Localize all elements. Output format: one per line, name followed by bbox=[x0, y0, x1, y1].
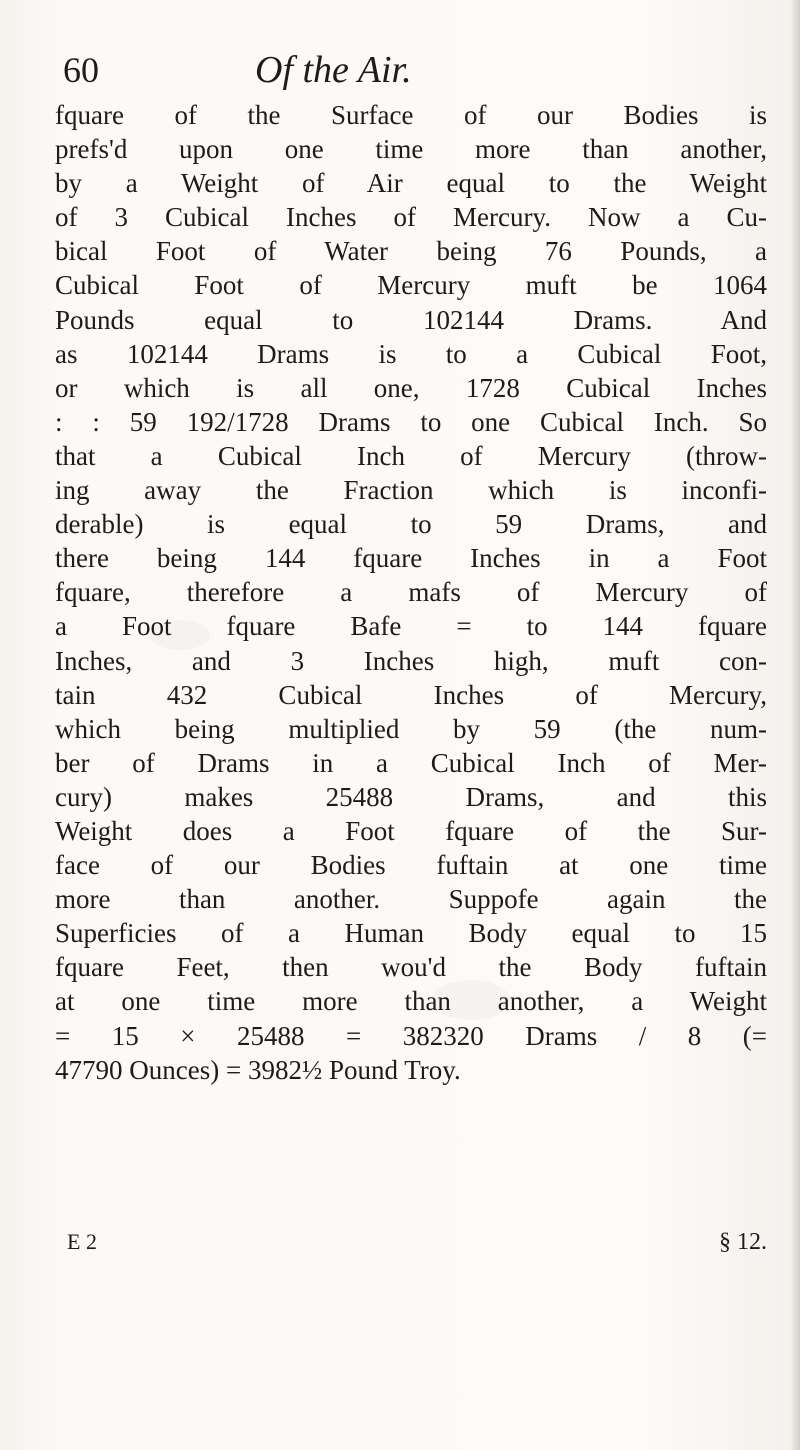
text-line: of 3 Cubical Inches of Mercury. Now a Cu- bbox=[55, 202, 767, 233]
page-footer bbox=[55, 1222, 767, 1262]
text-line: bical Foot of Water being 76 Pounds, a bbox=[55, 236, 767, 267]
text-line: a Foot fquare Bafe = to 144 fquare bbox=[55, 611, 767, 642]
text-line: or which is all one, 1728 Cubical Inches bbox=[55, 372, 767, 403]
page-header bbox=[45, 40, 765, 100]
text-line: Weight does a Foot fquare of the Sur- bbox=[55, 815, 767, 846]
text-line: prefs'd upon one time more than another, bbox=[55, 134, 767, 165]
text-line: fquare, therefore a mafs of Mercury of bbox=[55, 577, 767, 608]
text-line: Superficies of a Human Body equal to 15 bbox=[55, 918, 767, 949]
text-line: Inches, and 3 Inches high, muft con- bbox=[55, 645, 767, 676]
page-number: 60 bbox=[63, 50, 99, 90]
text-line: cury) makes 25488 Drams, and this bbox=[55, 781, 767, 812]
text-line: fquare Feet, then wou'd the Body fuftain bbox=[55, 952, 767, 983]
text-line: which being multiplied by 59 (the num- bbox=[55, 713, 767, 744]
text-line: tain 432 Cubical Inches of Mercury, bbox=[55, 679, 767, 710]
text-line: derable) is equal to 59 Drams, and bbox=[55, 509, 767, 540]
text-line: face of our Bodies fuftain at one time bbox=[55, 850, 767, 881]
text-line: fquare of the Surface of our Bodies is bbox=[55, 100, 767, 130]
page-edge-shadow bbox=[790, 0, 800, 1450]
text-line: Cubical Foot of Mercury muft be 1064 bbox=[55, 270, 767, 301]
text-line: that a Cubical Inch of Mercury (throw- bbox=[55, 440, 767, 471]
text-line: Pounds equal to 102144 Drams. And bbox=[55, 304, 767, 335]
text-line: = 15 × 25488 = 382320 Drams / 8 (= bbox=[55, 1020, 767, 1051]
running-head: Of the Air. bbox=[255, 49, 412, 91]
text-line: ing away the Fraction which is inconfi- bbox=[55, 475, 767, 506]
text-line: as 102144 Drams is to a Cubical Foot, bbox=[55, 338, 767, 369]
text-line: 47790 Ounces) = 3982½ Pound Troy. bbox=[55, 1054, 461, 1085]
text-line: ber of Drams in a Cubical Inch of Mer- bbox=[55, 747, 767, 778]
catchword: § 12. bbox=[719, 1229, 767, 1255]
text-line: there being 144 fquare Inches in a Foot bbox=[55, 543, 767, 574]
text-line: at one time more than another, a Weight bbox=[55, 986, 767, 1017]
signature-mark: E 2 bbox=[67, 1229, 97, 1254]
body-text bbox=[55, 98, 767, 1087]
text-line: by a Weight of Air equal to the Weight bbox=[55, 168, 767, 199]
text-line: : : 59 192/1728 Drams to one Cubical Inch. So bbox=[55, 406, 767, 437]
text-line: more than another. Suppofe again the bbox=[55, 884, 767, 915]
